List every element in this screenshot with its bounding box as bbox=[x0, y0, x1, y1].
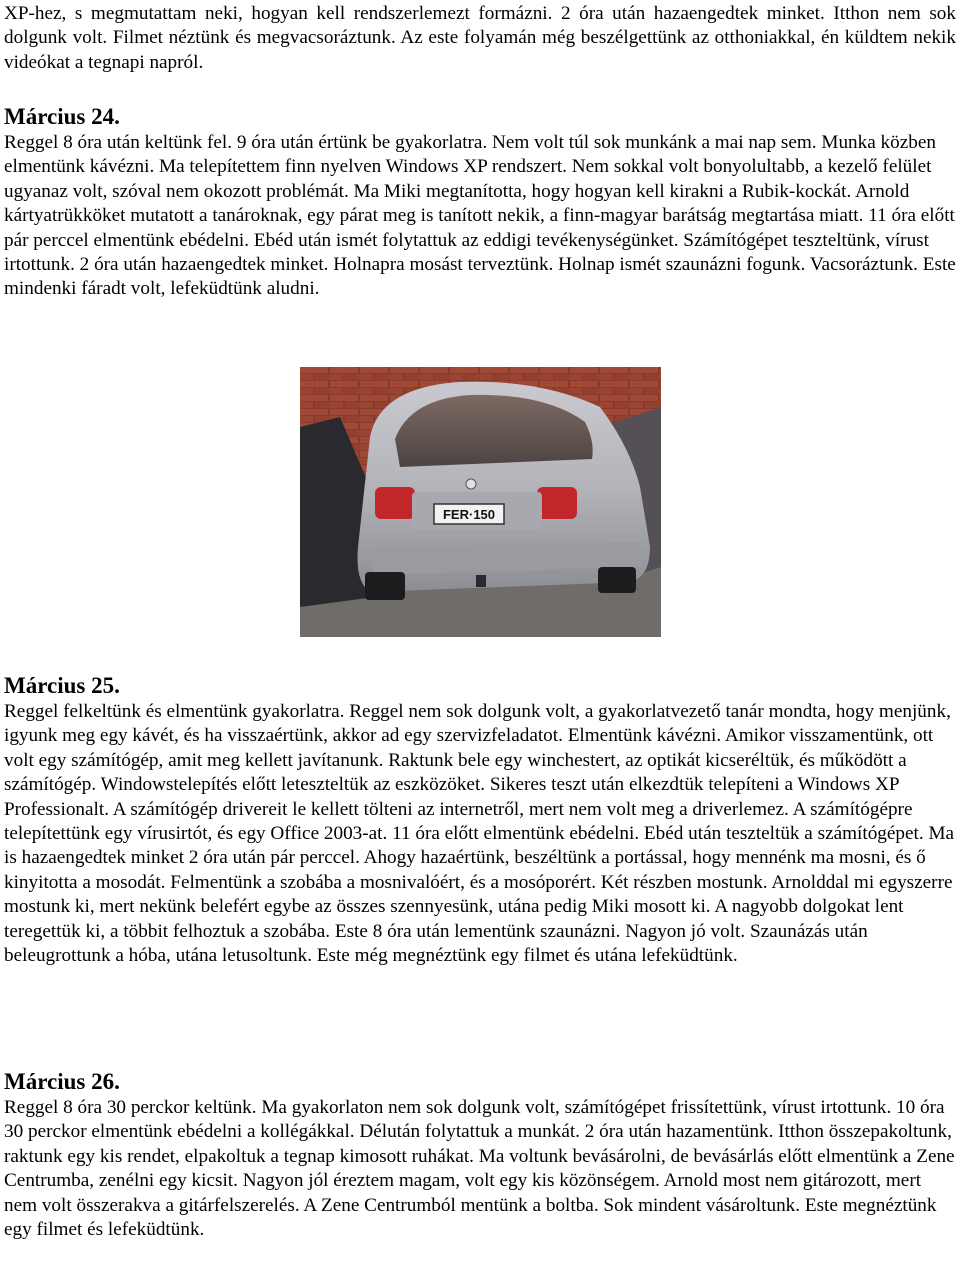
paragraph-march-25: Reggel felkeltünk és elmentünk gyakorlatra. Reggel nem sok dolgunk volt, a gyakorlatvezető tanár mondta, hogy menjünk, igyunk meg egy kávét, és ha visszaértünk, akkor ad egy szervizfeladatot. Elmentünk kávézni. Amikor visszamentünk, ott volt egy számítógép, amit meg kellett javítanunk. Raktunk bele egy winchestert, az optikát kicseréltük, és működött a számítógép. Windowstelepítés előtt leteszteltük az eszközöket. Sikeres teszt után elkezdtük telepíteni a Windows XP Professionalt. A számítógép drivereit le kellett tölteni az internetről, mert nem volt meg a driverlemez. A számítógépre telepítettünk egy vírusirtót, és egy Office 2003-at. 11 óra előtt elmentünk ebédelni. Ebéd után teszteltük a számítógépet. Ma is hazaengedtek minket 2 óra után pár perccel. Ahogy hazaértünk, beszéltünk a portással, hogy mennénk ma mosni, és ő kinyitotta a mosodát. Felmentünk a szobába a mosnivalóért, és a mosóporért. Két részben mostunk. Arnolddal mi egyszerre mostunk ki, mert nekünk belefért egybe az összes szennyesünk, utána pedig Miki mosott ki. A nagyobb dolgokat lent teregettük ki, a többit felhoztuk a szobába. Este 8 óra után lementünk szaunázni. Nagyon jó volt. Szaunázás után beleugrottunk a hóba, utána letusoltunk. Este még megnéztünk egy filmet és utána lefeküdtünk. bbox=[4, 701, 955, 967]
paragraph-march-26: Reggel 8 óra 30 perckor keltünk. Ma gyakorlaton nem sok dolgunk volt, számítógépet frissítettünk, vírust irtottunk. 10 óra 30 perckor elmentünk ebédelni a kollégákkal. Délután folytattuk a munkát. 2 óra után hazamentünk. Itthon összepakoltunk, raktunk egy kis rendet, elpakoltuk a tegnap kimosott ruhákat. Ma voltunk bevásárolni, de bevásárlás előtt elmentünk a Zene Centrumba, zenélni egy kicsit. Nagyon jól éreztem magam, volt egy kis közönségem. Arnold most nem gitározott, mert nem volt összerakva a gitárfelszerelés. A Zene Centrumból mentünk a boltba. Sok mindent vásároltunk. Este megnéztünk egy filmet és lefeküdtünk. bbox=[4, 1097, 955, 1241]
intro-paragraph: XP-hez, s megmutattam neki, hogyan kell rendszerlemezt formázni. 2 óra után hazaengedtek minket. Itthon nem sok dolgunk volt. Filmet néztünk és megvacsoráztunk. Az este folyamán még beszélgettünk az otthoniakkal, én küldtem nekik videókat a tegnapi napról. bbox=[4, 3, 956, 73]
paragraph-march-24: Reggel 8 óra után keltünk fel. 9 óra után értünk be gyakorlatra. Nem volt túl sok munkánk a mai nap sem. Munka közben elmentünk kávézni. Ma telepítettem finn nyelven Windows XP rendszert. Nem sokkal volt bonyolultabb, a kezelő felület ugyanaz volt, szóval nem okozott problémát. Ma Miki megtanította, hogy hogyan kell kirakni a Rubik-kockát. Arnold kártyatrükköket mutatott a tanároknak, egy párat meg is tanított nekik, a finn-magyar barátság megtartása miatt. 11 óra előtt pár perccel elmentünk ebédelni. Ebéd után ismét folytattuk az eddigi tevékenységünket. Számítógépet teszteltünk, vírust irtottunk. 2 óra után hazaengedtek minket. Holnapra mosást terveztünk. Holnap ismét szaunázni fogunk. Vacsoráztunk. Este mindenki fáradt volt, lefeküdtünk aludni. bbox=[4, 132, 956, 300]
license-plate: FER·150 bbox=[442, 507, 496, 522]
heading-march-24: Március 24. bbox=[4, 104, 120, 129]
heading-march-26: Március 26. bbox=[4, 1069, 120, 1094]
car-photo bbox=[300, 367, 661, 637]
heading-march-25: Március 25. bbox=[4, 673, 120, 698]
